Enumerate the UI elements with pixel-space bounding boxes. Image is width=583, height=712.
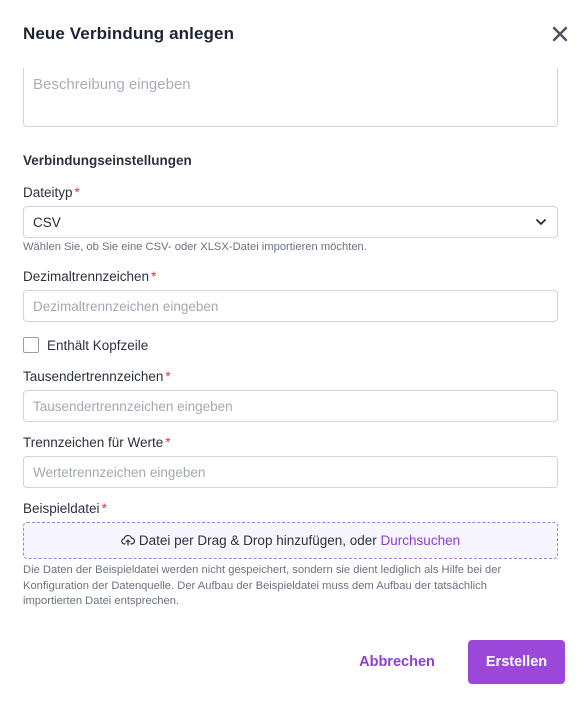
filetype-value: CSV — [33, 215, 61, 230]
thousands-label — [23, 369, 171, 384]
file-dropzone[interactable] — [23, 522, 558, 559]
sample-file-label-text: Beispieldatei — [23, 501, 100, 516]
required-mark: * — [74, 185, 80, 200]
sample-file-hint-line: Die Daten der Beispieldatei werden nicht gespeichert, sondern sie dient lediglich als Hilfe bei der — [23, 564, 502, 576]
required-mark: * — [151, 269, 157, 284]
thousands-placeholder: Tausendertrennzeichen eingeben — [33, 399, 233, 414]
dropzone-content — [24, 533, 557, 548]
section-title-connection-settings: Verbindungseinstellungen — [23, 153, 192, 168]
filetype-hint: Wählen Sie, ob Sie eine CSV- oder XLSX-Datei importieren möchten. — [23, 241, 367, 253]
sample-file-hint — [23, 563, 501, 610]
required-mark: * — [165, 369, 171, 384]
sample-file-hint-line: Konfiguration der Datenquelle. Der Aufbau der Beispieldatei muss dem Aufbau der tatsächlich — [23, 579, 487, 592]
cloud-upload-icon — [121, 534, 135, 546]
description-textarea[interactable] — [23, 68, 558, 127]
required-mark: * — [165, 435, 171, 450]
description-placeholder: Beschreibung eingeben — [33, 76, 191, 93]
value-separator-label-text: Trennzeichen für Werte — [23, 435, 164, 450]
close-icon[interactable] — [551, 25, 569, 43]
filetype-label — [23, 185, 80, 200]
sample-file-hint-line: importierten Datei entsprechen. — [23, 595, 180, 607]
decimal-label-text: Dezimaltrennzeichen — [23, 269, 150, 284]
thousands-separator-input[interactable] — [23, 390, 558, 422]
value-separator-placeholder: Wertetrennzeichen eingeben — [33, 465, 206, 480]
value-separator-input[interactable] — [23, 456, 558, 488]
thousands-label-text: Tausendertrennzeichen — [23, 369, 164, 384]
chevron-down-icon — [535, 217, 547, 227]
decimal-label — [23, 269, 156, 284]
value-separator-label — [23, 435, 171, 450]
browse-link[interactable]: Durchsuchen — [380, 533, 461, 548]
filetype-select[interactable] — [23, 206, 558, 238]
create-button[interactable]: Erstellen — [468, 640, 565, 684]
decimal-separator-input[interactable] — [23, 290, 558, 322]
required-mark: * — [101, 501, 107, 516]
sample-file-label — [23, 501, 107, 516]
dropzone-text: Datei per Drag & Drop hinzufügen, oder — [138, 533, 377, 548]
cancel-button[interactable]: Abbrechen — [349, 644, 445, 680]
header-row-label: Enthält Kopfzeile — [47, 338, 149, 353]
decimal-placeholder: Dezimaltrennzeichen eingeben — [33, 299, 219, 314]
filetype-label-text: Dateityp — [23, 185, 73, 200]
header-row-checkbox[interactable] — [23, 337, 39, 353]
dialog-title: Neue Verbindung anlegen — [23, 24, 235, 43]
